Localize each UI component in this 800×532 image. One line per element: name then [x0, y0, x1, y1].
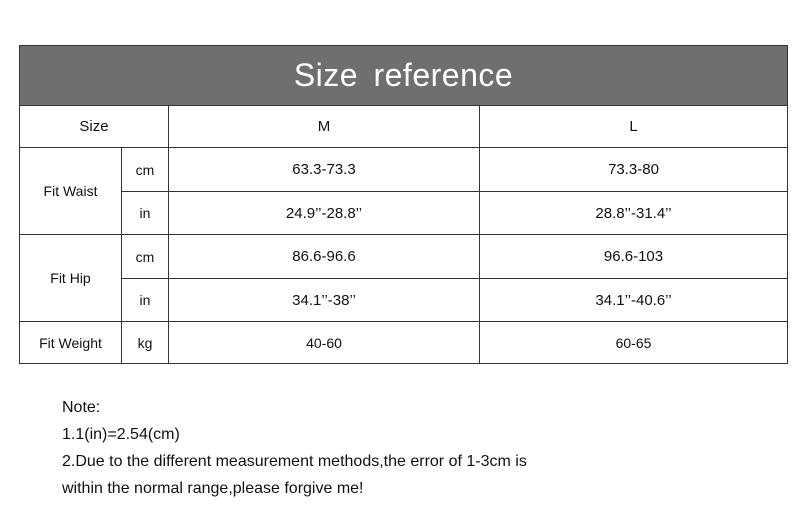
table-title-bar: [20, 46, 787, 106]
unit-in: in: [122, 192, 169, 235]
table-cell: 73.3-80: [480, 148, 787, 192]
table-cell: 24.9’’-28.8’’: [169, 192, 480, 235]
unit-in: in: [122, 279, 169, 322]
table-cell: 28.8’’-31.4’’: [480, 192, 787, 235]
size-reference-table: [19, 45, 788, 364]
row-label-waist: Fit Waist: [20, 148, 122, 235]
table-cell: 34.1’’-38’’: [169, 279, 480, 322]
table-cell: 63.3-73.3: [169, 148, 480, 192]
notes-section: [62, 394, 527, 502]
table-cell: 86.6-96.6: [169, 235, 480, 279]
note-error-line-2: within the normal range,please forgive me!: [62, 480, 364, 497]
size-grid: [20, 106, 787, 363]
table-cell: 96.6-103: [480, 235, 787, 279]
table-cell: 40-60: [169, 322, 480, 363]
table-cell: 60-65: [615, 334, 652, 351]
row-label-weight: Fit Weight: [20, 322, 122, 363]
note-error-line-1: 2.Due to the different measurement methods,the error of 1-3cm is: [62, 453, 527, 470]
header-size-m: M: [169, 106, 480, 148]
unit-cm: cm: [122, 235, 169, 279]
row-label-hip: Fit Hip: [20, 235, 122, 322]
notes-heading: Note:: [62, 399, 101, 416]
table-cell: 34.1’’-40.6’’: [480, 279, 787, 322]
table-title: Size reference: [293, 57, 514, 93]
header-size-label: Size: [20, 106, 169, 148]
unit-kg: kg: [122, 322, 169, 363]
note-conversion: 1.1(in)=2.54(cm): [62, 426, 180, 443]
header-size-l: L: [480, 106, 787, 148]
unit-cm: cm: [122, 148, 169, 192]
